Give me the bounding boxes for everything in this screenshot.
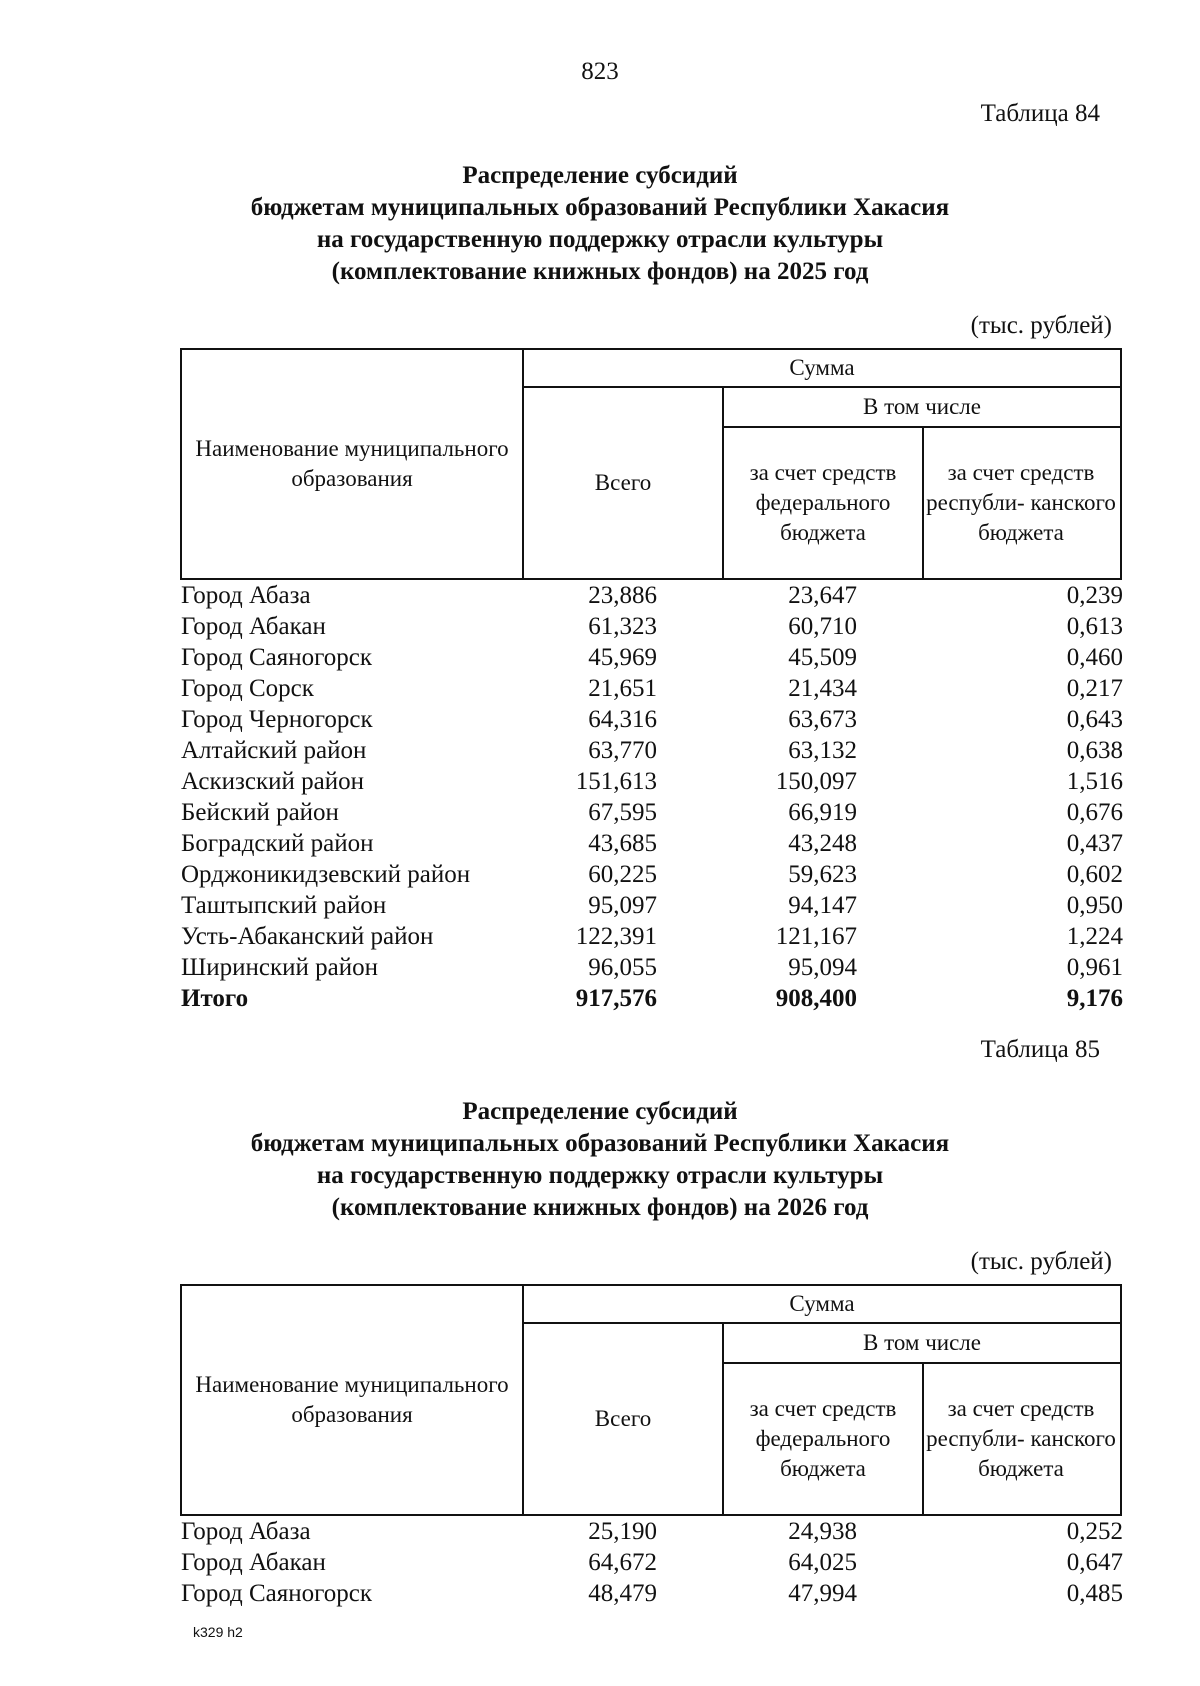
table-row [181, 1578, 1123, 1609]
total-federal: 908,400 [775, 985, 857, 1012]
row-federal: 95,094 [788, 954, 857, 981]
table-row [181, 828, 1123, 859]
row-total: 48,479 [588, 1580, 657, 1607]
title-line: на государственную поддержку отрасли культуры [316, 226, 884, 253]
row-federal: 43,248 [788, 830, 857, 857]
header-including: В том числе [863, 394, 981, 419]
row-federal: 23,647 [788, 582, 857, 609]
row-republic: 0,961 [1066, 954, 1123, 981]
row-republic: 0,647 [1066, 1549, 1123, 1576]
row-name: Город Сорск [181, 675, 314, 702]
total-row [181, 983, 1123, 1014]
table-84-header [180, 348, 1122, 580]
table-row [181, 580, 1123, 611]
row-republic: 0,217 [1066, 675, 1123, 702]
row-federal: 150,097 [775, 768, 857, 795]
table-row [181, 642, 1123, 673]
row-total: 25,190 [588, 1518, 657, 1545]
table-row [181, 952, 1123, 983]
row-federal: 24,938 [788, 1518, 857, 1545]
row-federal: 94,147 [788, 892, 857, 919]
table-row [181, 1547, 1123, 1578]
title-line: Распределение субсидий [462, 1098, 738, 1125]
title-line: бюджетам муниципальных образований Республики Хакасия [250, 1130, 950, 1157]
title-line: Распределение субсидий [462, 162, 738, 189]
row-name: Город Абакан [181, 1549, 326, 1576]
row-republic: 0,638 [1066, 737, 1123, 764]
row-federal: 45,509 [788, 644, 857, 671]
row-name: Город Абаза [181, 582, 311, 609]
header-federal: за счет средств федерального бюджета [749, 1396, 897, 1481]
row-republic: 0,602 [1066, 861, 1123, 888]
row-name: Город Абакан [181, 613, 326, 640]
row-name: Аскизский район [181, 768, 365, 795]
row-republic: 0,252 [1066, 1518, 1123, 1545]
title-line: (комплектование книжных фондов) на 2025 год [331, 258, 869, 285]
row-total: 61,323 [588, 613, 657, 640]
title-line: бюджетам муниципальных образований Республики Хакасия [250, 194, 950, 221]
row-republic: 1,516 [1066, 768, 1123, 795]
row-total: 60,225 [588, 861, 657, 888]
row-name: Город Саяногорск [181, 644, 373, 671]
row-name: Город Абаза [181, 1518, 311, 1545]
table-row [181, 921, 1123, 952]
row-name: Город Черногорск [181, 706, 373, 733]
table-row [181, 673, 1123, 704]
total-label: Итого [181, 985, 249, 1012]
row-total: 64,672 [588, 1549, 657, 1576]
table-85-label: Таблица 85 [980, 1036, 1100, 1063]
table-84-body [181, 580, 1123, 1014]
table-84-label: Таблица 84 [980, 100, 1100, 127]
header-name-column: Наименование муниципального образования [195, 1372, 509, 1427]
row-federal: 64,025 [788, 1549, 857, 1576]
row-federal: 63,673 [788, 706, 857, 733]
table-84-title [0, 160, 1200, 288]
header-republic: за счет средств республи- канского бюджета [926, 460, 1116, 545]
row-name: Орджоникидзевский район [181, 861, 471, 888]
table-row [181, 859, 1123, 890]
row-name: Боградский район [181, 830, 374, 857]
header-including: В том числе [863, 1330, 981, 1355]
table-row [181, 704, 1123, 735]
table-85-header [180, 1284, 1122, 1516]
row-total: 21,651 [588, 675, 657, 702]
row-federal: 121,167 [775, 923, 857, 950]
header-federal: за счет средств федерального бюджета [749, 460, 897, 545]
row-total: 43,685 [588, 830, 657, 857]
total-sum: 917,576 [575, 985, 657, 1012]
table-85-title [0, 1096, 1200, 1224]
row-total: 67,595 [588, 799, 657, 826]
row-name: Город Саяногорск [181, 1580, 373, 1607]
row-federal: 66,919 [788, 799, 857, 826]
row-total: 45,969 [588, 644, 657, 671]
row-republic: 0,950 [1066, 892, 1123, 919]
table-row [181, 766, 1123, 797]
units-label: (тыс. рублей) [970, 312, 1112, 339]
header-sum: Сумма [789, 355, 855, 380]
row-federal: 63,132 [788, 737, 857, 764]
title-line: на государственную поддержку отрасли культуры [316, 1162, 884, 1189]
row-total: 95,097 [588, 892, 657, 919]
row-republic: 0,239 [1066, 582, 1123, 609]
row-federal: 60,710 [788, 613, 857, 640]
row-total: 151,613 [575, 768, 657, 795]
row-republic: 0,485 [1066, 1580, 1123, 1607]
row-republic: 1,224 [1066, 923, 1123, 950]
row-name: Бейский район [181, 799, 339, 826]
table-row [181, 797, 1123, 828]
header-total: Всего [594, 470, 652, 495]
row-republic: 0,676 [1066, 799, 1123, 826]
header-total: Всего [594, 1406, 652, 1431]
row-name: Ширинский район [181, 954, 378, 981]
row-name: Таштыпский район [181, 892, 387, 919]
row-federal: 59,623 [788, 861, 857, 888]
header-republic: за счет средств республи- канского бюджета [926, 1396, 1116, 1481]
table-row [181, 735, 1123, 766]
row-federal: 47,994 [788, 1580, 857, 1607]
table-row [181, 890, 1123, 921]
page-number: 823 [581, 58, 619, 85]
row-total: 96,055 [588, 954, 657, 981]
row-total: 64,316 [588, 706, 657, 733]
table-row [181, 1516, 1123, 1547]
row-republic: 0,643 [1066, 706, 1123, 733]
header-sum: Сумма [789, 1291, 855, 1316]
units-label: (тыс. рублей) [970, 1248, 1112, 1275]
title-line: (комплектование книжных фондов) на 2026 год [331, 1194, 869, 1221]
table-row [181, 611, 1123, 642]
row-total: 122,391 [575, 923, 657, 950]
row-name: Усть-Абаканский район [181, 923, 434, 950]
row-republic: 0,437 [1066, 830, 1123, 857]
row-republic: 0,460 [1066, 644, 1123, 671]
row-total: 63,770 [588, 737, 657, 764]
row-name: Алтайский район [181, 737, 367, 764]
footer-code: k329 h2 [193, 1624, 243, 1640]
total-republic: 9,176 [1066, 985, 1123, 1012]
table-85-body [181, 1516, 1123, 1609]
row-republic: 0,613 [1066, 613, 1123, 640]
header-name-column: Наименование муниципального образования [195, 436, 509, 491]
row-federal: 21,434 [788, 675, 857, 702]
row-total: 23,886 [588, 582, 657, 609]
